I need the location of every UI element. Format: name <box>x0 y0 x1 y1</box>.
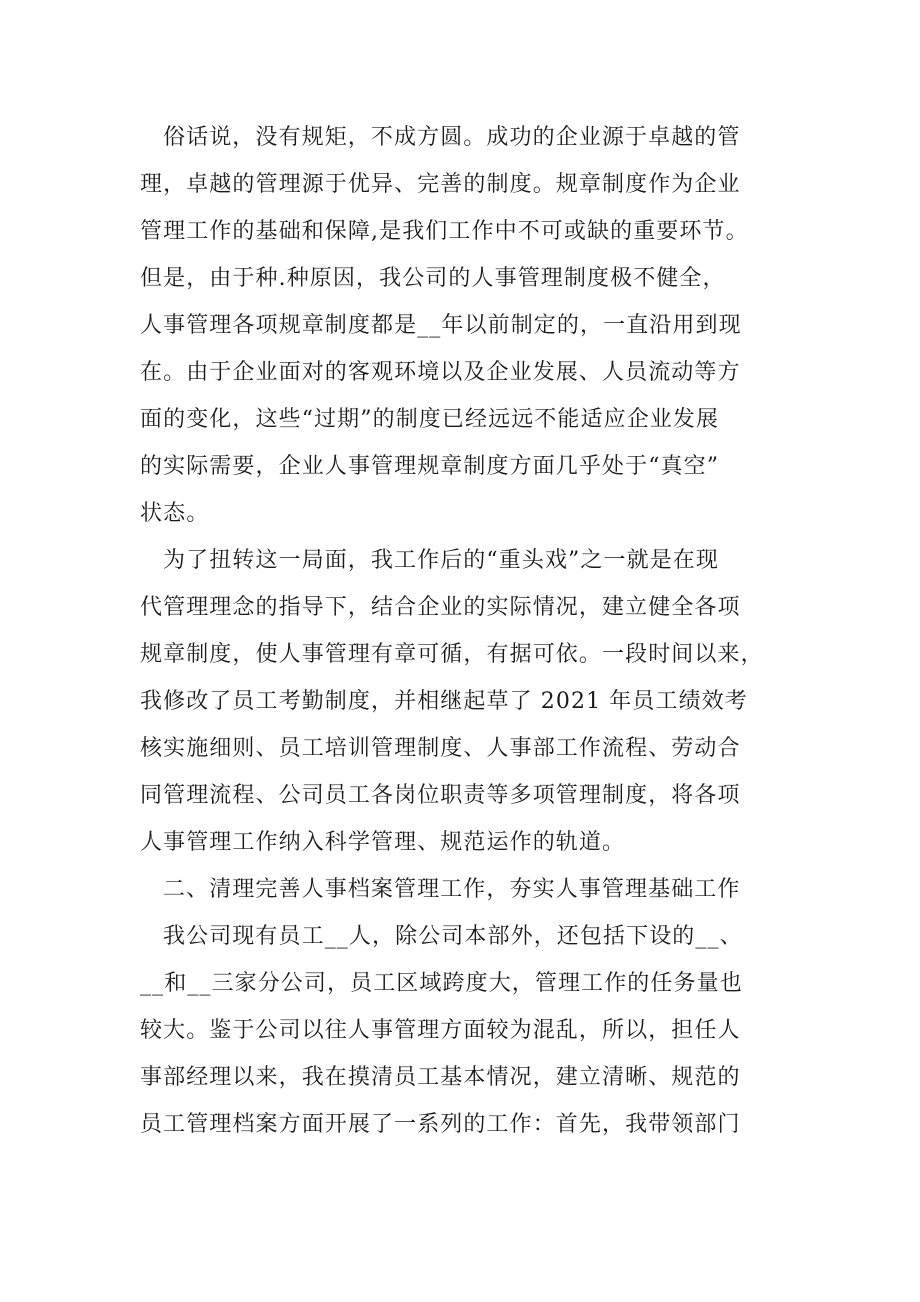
text-line: 规章制度，使人事管理有章可循，有据可依。一段时间以来， <box>140 642 764 667</box>
document-body <box>0 114 920 1148</box>
text-line: 但是，由于种.种原因，我公司的人事管理制度极不健全， <box>140 266 726 291</box>
text-line: 人事管理工作纳入科学管理、规范运作的轨道。 <box>140 830 626 855</box>
text-line: 俗话说，没有规矩，不成方圆。成功的企业源于卓越的管 <box>163 125 741 150</box>
text-line: 代管理理念的指导下，结合企业的实际情况，建立健全各项 <box>140 595 741 620</box>
text-line: 我公司现有员工__人，除公司本部外，还包括下设的__、 <box>163 924 743 949</box>
text-line: 员工管理档案方面开展了一系列的工作：首先，我带领部门 <box>140 1112 741 1137</box>
text-line: 管理工作的基础和保障,是我们工作中不可或缺的重要环节。 <box>140 219 749 244</box>
text-line: 面的变化，这些“过期”的制度已经远远不能适应企业发展 <box>140 407 720 432</box>
text-line: 的实际需要，企业人事管理规章制度方面几乎处于“真空” <box>140 454 720 479</box>
text-line: 状态。 <box>140 501 210 526</box>
text-line: 同管理流程、公司员工各岗位职责等多项管理制度，将各项 <box>140 783 741 808</box>
text-line: 在。由于企业面对的客观环境以及企业发展、人员流动等方 <box>140 360 741 385</box>
section-heading: 二、清理完善人事档案管理工作，夯实人事管理基础工作 <box>163 877 741 902</box>
text-line: 为了扭转这一局面，我工作后的“重头戏”之一就是在现 <box>163 548 719 573</box>
text-line: 我修改了员工考勤制度，并相继起草了 2021 年员工绩效考 <box>140 689 748 714</box>
text-line: 人事管理各项规章制度都是__年以前制定的，一直沿用到现 <box>140 313 742 338</box>
text-line: 事部经理以来，我在摸清员工基本情况，建立清晰、规范的 <box>140 1065 741 1090</box>
text-line: 理，卓越的管理源于优异、完善的制度。规章制度作为企业 <box>140 172 741 197</box>
text-line: 较大。鉴于公司以往人事管理方面较为混乱，所以，担任人 <box>140 1018 741 1043</box>
text-line: __和__三家分公司，员工区域跨度大，管理工作的任务量也 <box>140 971 743 996</box>
text-line: 核实施细则、员工培训管理制度、人事部工作流程、劳动合 <box>140 736 741 761</box>
